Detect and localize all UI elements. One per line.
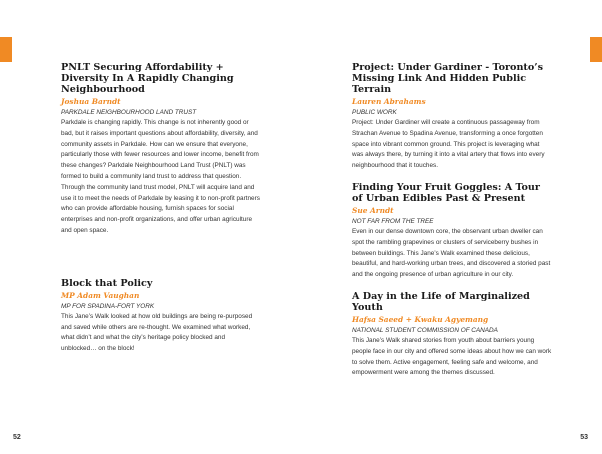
article-org: PARKDALE NEIGHBOURHOOD LAND TRUST — [61, 109, 197, 116]
section-tab-left — [0, 37, 12, 62]
article-body: Parkdale is changing rapidly. This change is not inherently good or bad, but it raises important questions about affordability, diversity, and community assets in Parkdale. How can we ensure that everyone, particularly those with fewer resources and lower income, benefit from these changes? Parkdale Neighbourhood Land Trust (PNLT) was formed to build a community land trust to address that question. Through the community land trust model, PNLT will acquire land and use it to meet the needs of Parkdale by leasing it to non-profit partners who can provide affordable housing, furnish spaces for social enterprises and non-profit organizations, and offer urban agriculture and open space. — [61, 119, 260, 234]
article-title: Finding Your Fruit Goggles: A Tour of Urban Edibles Past & Present — [352, 181, 540, 204]
left-page-column — [61, 62, 261, 365]
right-page-column — [352, 62, 552, 389]
article-org: MP FOR SPADINA-FORT YORK — [61, 302, 155, 310]
article-pnlt — [61, 62, 261, 237]
article-body: Even in our dense downtown core, the observant urban dweller can spot the rambling grapevines or clusters of serviceberry bushes in between buildings. This Jane’s Walk examined these delicious, beautiful, and hard-working urban trees, and discovered a storied past and the ongoing presence of urban agriculture in our city. — [352, 227, 551, 279]
article-org: NOT FAR FROM THE TREE — [352, 217, 434, 225]
article-body: This Jane’s Walk looked at how old buildings are being re-purposed and saved while others are re-thought. We examined what worked, what didn’t and what the city’s heritage policy blocked and unblocked… on the block! — [61, 312, 253, 353]
article-body: Project: Under Gardiner will create a continuous passageway from Strachan Avenue to Spadina Avenue, transforming a once forgotten space into vibrant common ground. This project is leveraging what was always there, by turning it into a vital artery that flows into every neighbourhood that it touches. — [352, 119, 545, 170]
article-author: MP Adam Vaughan — [61, 290, 140, 300]
section-tab-right — [590, 37, 602, 62]
article-author: Hafsa Saeed + Kwaku Agyemang — [352, 314, 489, 324]
article-title: PNLT Securing Affordability + Diversity In A Rapidly Changing Neighbourhood — [61, 62, 234, 95]
article-marginalized-youth — [352, 291, 552, 379]
article-title: A Day in the Life of Marginalized Youth — [352, 290, 530, 313]
article-block-policy — [61, 278, 261, 355]
page-number-left: 52 — [13, 434, 21, 441]
page-number-right: 53 — [580, 434, 588, 441]
article-org: NATIONAL STUDENT COMMISSION OF CANADA — [352, 326, 498, 334]
article-author: Sue Arndt — [352, 205, 394, 215]
article-author: Joshua Barndt — [61, 97, 121, 106]
article-org: PUBLIC WORK — [352, 109, 397, 116]
article-fruit-goggles — [352, 182, 552, 281]
article-body: This Jane’s Walk shared stories from youth about barriers young people face in our city and offered some ideas about how we can work to solve them. Active engagement, feeling safe and welcome, and empowerment were among the themes discussed. — [352, 336, 552, 377]
article-title: Project: Under Gardiner - Toronto’s Missing Link And Hidden Public Terrain — [352, 62, 543, 95]
article-author: Lauren Abrahams — [352, 97, 426, 106]
article-title: Block that Policy — [61, 277, 153, 289]
article-under-gardiner — [352, 62, 552, 172]
